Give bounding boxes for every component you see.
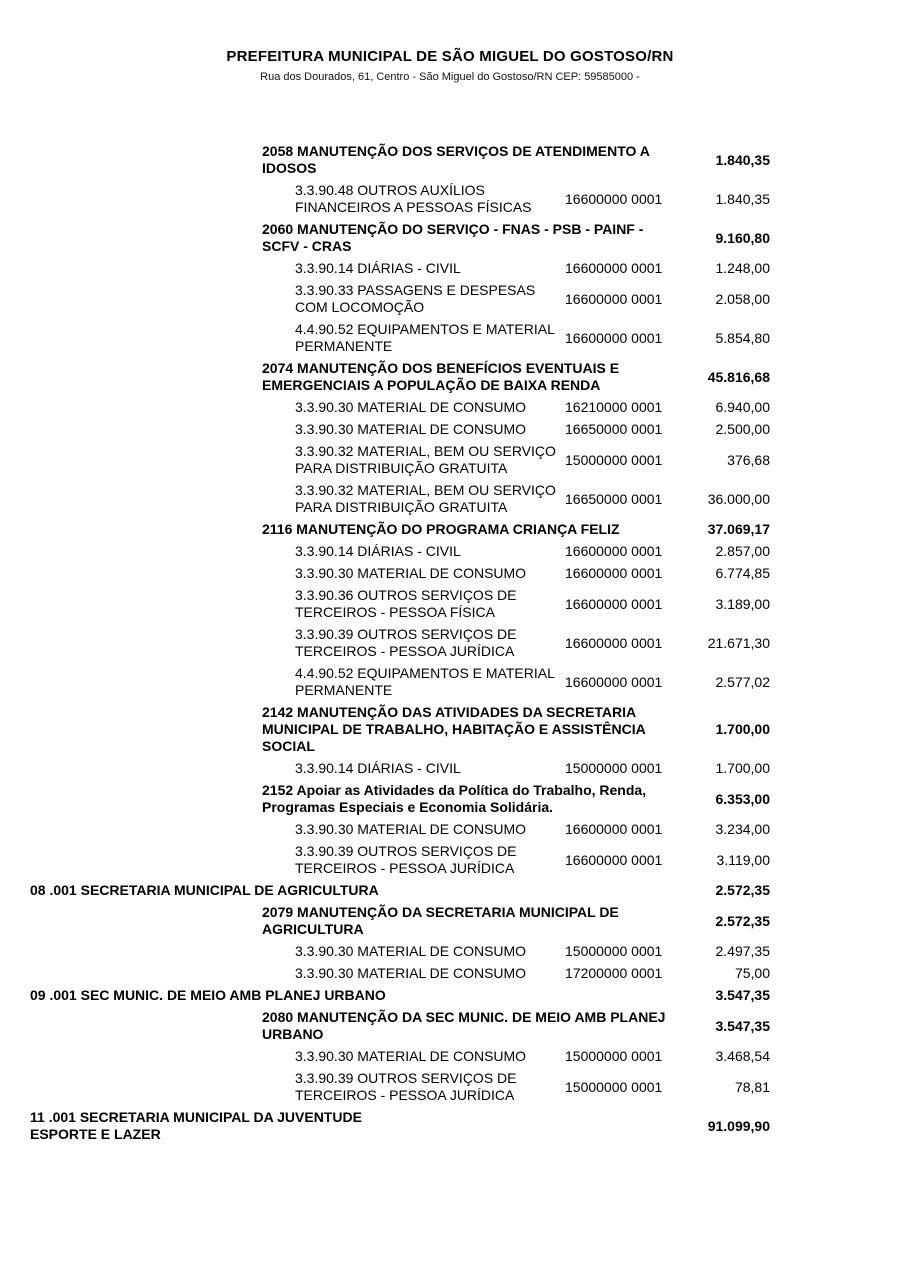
row-description: 3.3.90.30 MATERIAL DE CONSUMO [295, 399, 527, 415]
row-source-code: 16650000 0001 [565, 490, 663, 507]
table-row-detail [30, 565, 770, 582]
row-value: 6.353,00 [715, 790, 770, 807]
table-row-detail [30, 587, 770, 621]
row-value: 1.840,35 [715, 190, 770, 207]
table-row-detail [30, 665, 770, 699]
row-value: 9.160,80 [715, 229, 770, 246]
table-row-detail [30, 421, 770, 438]
row-source-code: 16600000 0001 [565, 260, 663, 276]
row-description: 08 .001 SECRETARIA MUNICIPAL DE AGRICULTURA [30, 882, 379, 898]
row-description: 3.3.90.33 PASSAGENS E DESPESAS COM LOCOMOÇÃO [295, 282, 536, 315]
table-row-program [30, 221, 770, 255]
row-description: 09 .001 SEC MUNIC. DE MEIO AMB PLANEJ URBANO [30, 987, 386, 1003]
table-row-unit [30, 882, 770, 899]
row-description: 3.3.90.32 MATERIAL, BEM OU SERVIÇO PARA DISTRIBUIÇÃO GRATUITA [295, 482, 556, 515]
table-row-detail [30, 821, 770, 838]
table-row-detail [30, 282, 770, 316]
row-value: 1.840,35 [715, 151, 770, 168]
table-row-program [30, 143, 770, 177]
row-value: 3.119,00 [716, 851, 770, 868]
table-row-program [30, 360, 770, 394]
row-value: 2.857,00 [715, 543, 770, 559]
table-row-detail [30, 321, 770, 355]
budget-rows-list [30, 143, 770, 1143]
row-description: 3.3.90.39 OUTROS SERVIÇOS DE TERCEIROS - PESSOA JURÍDICA [295, 626, 517, 659]
row-description: 3.3.90.30 MATERIAL DE CONSUMO [295, 821, 527, 837]
row-source-code: 16600000 0001 [565, 634, 663, 651]
row-source-code: 16210000 0001 [565, 399, 663, 415]
row-source-code: 15000000 0001 [565, 1078, 663, 1095]
row-description: 3.3.90.39 OUTROS SERVIÇOS DE TERCEIROS - PESSOA JURÍDICA [295, 843, 517, 876]
row-value: 91.099,90 [707, 1117, 770, 1134]
row-description: 3.3.90.30 MATERIAL DE CONSUMO [295, 965, 527, 981]
row-description: 2080 MANUTENÇÃO DA SEC MUNIC. DE MEIO AMB PLANEJ URBANO [262, 1009, 666, 1042]
row-source-code: 16600000 0001 [565, 851, 663, 868]
row-value: 45.816,68 [707, 368, 770, 385]
row-value: 376,68 [727, 451, 770, 468]
table-row-detail [30, 543, 770, 560]
row-source-code: 17200000 0001 [565, 965, 663, 981]
table-row-detail [30, 760, 770, 777]
row-value: 75,00 [734, 965, 770, 981]
row-description: 3.3.90.32 MATERIAL, BEM OU SERVIÇO PARA DISTRIBUIÇÃO GRATUITA [295, 443, 556, 476]
row-source-code: 16600000 0001 [565, 565, 663, 581]
municipality-title: PREFEITURA MUNICIPAL DE SÃO MIGUEL DO GOSTOSO/RN [226, 48, 674, 65]
row-description: 3.3.90.14 DIÁRIAS - CIVIL [295, 260, 461, 276]
row-source-code: 16600000 0001 [565, 290, 663, 307]
municipality-address: Rua dos Dourados, 61, Centro - São Miguel do Gostoso/RN CEP: 59585000 - [260, 71, 640, 83]
row-value: 1.700,00 [715, 721, 770, 737]
row-description: 3.3.90.14 DIÁRIAS - CIVIL [295, 760, 461, 776]
row-value: 21.671,30 [707, 634, 770, 651]
row-source-code: 15000000 0001 [565, 943, 663, 959]
row-value: 1.700,00 [715, 760, 770, 776]
row-description: 2116 MANUTENÇÃO DO PROGRAMA CRIANÇA FELIZ [262, 521, 620, 537]
row-source-code: 16600000 0001 [565, 673, 663, 690]
table-row-detail [30, 1070, 770, 1104]
row-description: 3.3.90.36 OUTROS SERVIÇOS DE TERCEIROS - PESSOA FÍSICA [295, 587, 517, 620]
row-value: 2.497,35 [715, 943, 770, 959]
table-row-detail [30, 843, 770, 877]
row-source-code: 16600000 0001 [565, 543, 663, 559]
row-value: 5.854,80 [715, 329, 770, 346]
row-value: 1.248,00 [715, 260, 770, 276]
table-row-program [30, 1009, 770, 1043]
row-description: 2058 MANUTENÇÃO DOS SERVIÇOS DE ATENDIMENTO A IDOSOS [262, 143, 650, 176]
row-description: 3.3.90.48 OUTROS AUXÍLIOS FINANCEIROS A PESSOAS FÍSICAS [295, 182, 532, 215]
table-row-detail [30, 482, 770, 516]
table-row-program [30, 904, 770, 938]
row-description: 2074 MANUTENÇÃO DOS BENEFÍCIOS EVENTUAIS E EMERGENCIAIS A POPULAÇÃO DE BAIXA RENDA [262, 360, 620, 393]
table-row-detail [30, 399, 770, 416]
row-description: 11 .001 SECRETARIA MUNICIPAL DA JUVENTUDE ESPORTE E LAZER [30, 1109, 362, 1142]
table-row-detail [30, 1048, 770, 1065]
row-description: 3.3.90.30 MATERIAL DE CONSUMO [295, 1048, 527, 1064]
row-description: 2142 MANUTENÇÃO DAS ATIVIDADES DA SECRETARIA MUNICIPAL DE TRABALHO, HABITAÇÃO E ASSISTÊNCIA SOCIAL [262, 704, 646, 754]
row-source-code: 15000000 0001 [565, 760, 663, 776]
row-source-code: 16600000 0001 [565, 595, 663, 612]
row-source-code: 15000000 0001 [565, 451, 663, 468]
row-value: 2.572,35 [715, 882, 770, 898]
table-row-program [30, 521, 770, 538]
row-value: 37.069,17 [707, 521, 770, 537]
row-source-code: 15000000 0001 [565, 1048, 663, 1064]
row-source-code: 16600000 0001 [565, 329, 663, 346]
row-description: 3.3.90.30 MATERIAL DE CONSUMO [295, 943, 527, 959]
row-source-code: 16600000 0001 [565, 821, 663, 837]
row-description: 3.3.90.39 OUTROS SERVIÇOS DE TERCEIROS - PESSOA JURÍDICA [295, 1070, 517, 1103]
row-description: 2079 MANUTENÇÃO DA SECRETARIA MUNICIPAL DE AGRICULTURA [262, 904, 619, 937]
row-value: 2.572,35 [715, 912, 770, 929]
row-value: 3.189,00 [715, 595, 770, 612]
row-description: 4.4.90.52 EQUIPAMENTOS E MATERIAL PERMANENTE [295, 321, 555, 354]
report-header [0, 0, 900, 83]
row-value: 3.547,35 [715, 1017, 770, 1034]
row-description: 3.3.90.14 DIÁRIAS - CIVIL [295, 543, 461, 559]
row-value: 2.058,00 [715, 290, 770, 307]
row-description: 4.4.90.52 EQUIPAMENTOS E MATERIAL PERMANENTE [295, 665, 555, 698]
row-source-code: 16650000 0001 [565, 421, 663, 437]
row-value: 36.000,00 [707, 490, 770, 507]
row-description: 3.3.90.30 MATERIAL DE CONSUMO [295, 565, 527, 581]
table-row-program [30, 782, 770, 816]
row-value: 2.500,00 [715, 421, 770, 437]
row-value: 78,81 [734, 1078, 770, 1095]
table-row-unit [30, 1109, 770, 1143]
row-description: 3.3.90.30 MATERIAL DE CONSUMO [295, 421, 527, 437]
table-row-detail [30, 626, 770, 660]
row-value: 2.577,02 [715, 673, 770, 690]
table-row-detail [30, 443, 770, 477]
row-value: 3.468,54 [715, 1048, 770, 1064]
row-source-code: 16600000 0001 [565, 190, 663, 207]
row-value: 3.547,35 [715, 987, 770, 1003]
row-value: 6.940,00 [715, 399, 770, 415]
row-value: 6.774,85 [715, 565, 770, 581]
table-row-program [30, 704, 770, 755]
table-row-detail [30, 965, 770, 982]
row-description: 2152 Apoiar as Atividades da Política do Trabalho, Renda, Programas Especiais e Economia Solidária. [262, 782, 647, 815]
table-row-unit [30, 987, 770, 1004]
row-value: 3.234,00 [715, 821, 770, 837]
row-description: 2060 MANUTENÇÃO DO SERVIÇO - FNAS - PSB - PAINF - SCFV - CRAS [262, 221, 644, 254]
table-row-detail [30, 943, 770, 960]
table-row-detail [30, 260, 770, 277]
table-row-detail [30, 182, 770, 216]
